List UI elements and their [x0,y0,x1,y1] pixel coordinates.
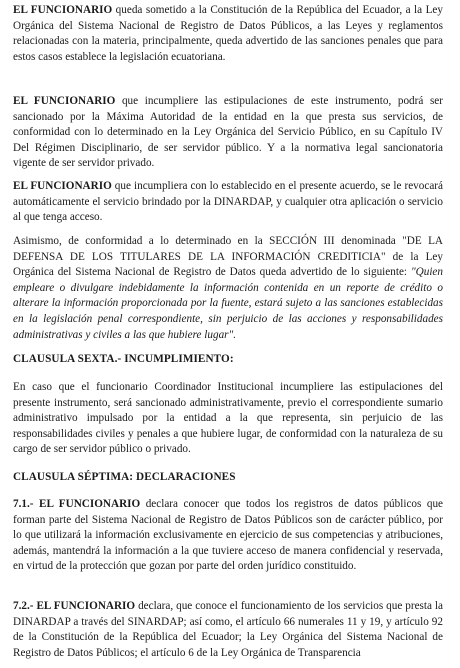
paragraph-text: que incumpliere las estipulaciones de este instrumento, podrá ser sancionado por la Máxima Autoridad de la entidad en la que presta sus servicios, de conformidad con lo determinado en la Ley Orgánica del Servicio Público, en su Capítulo IV Del Régimen Disciplinario, de ser servidor público. Y a la normativa legal sancionatoria vigente de ser servidor privado. [13,95,443,170]
heading-clausula-sexta: CLAUSULA SEXTA.- INCUMPLIMIENTO: [13,353,234,365]
paragraph-text: Asimismo, de conformidad a lo determinado en la SECCIÓN III denominada "DE LA DEFENSA DE LOS TITULARES DE LA INFORMACIÓN CREDITICIA" de la Ley Orgánica del Sistema Nacional de Registro de Datos queda advertido de lo siguiente: [13,235,443,279]
paragraph-lead: EL FUNCIONARIO [13,95,116,107]
paragraph-sometimiento [13,3,443,65]
paragraph-sancion [13,94,443,172]
heading-clausula-septima: CLAUSULA SÉPTIMA: DECLARACIONES [13,471,236,483]
paragraph-lead: EL FUNCIONARIO [13,4,113,16]
paragraph-lead: 7.1.- EL FUNCIONARIO [13,498,141,510]
paragraph-text: declara, que conoce el funcionamiento de los servicios que presta la DINARDAP a través del SINARDAP; así como, el artículo 66 numerales 11 y 19, y artículo 92 de la Constitución de la República del Ecuador; la Ley Orgánica del Sistema Nacional de Registro de Datos Públicos; el artículo 6 de la Ley Orgánica de Transparencia [13,600,444,659]
paragraph-seccion-iii [13,234,443,343]
paragraph-quote: "Quien empleare o divulgare indebidamente la información contenida en un reporte de crédito o alterare la información proporcionada por la fuente, estará sujeto a las sanciones establecidas en la legislación penal correspondiente, sin perjuicio de las acciones y responsabilidades administrativas y civiles a las que hubiere lugar". [13,266,443,341]
paragraph-revocacion [13,179,443,226]
paragraph-declaracion-7-1 [13,497,443,575]
paragraph-declaracion-7-2 [13,599,443,661]
paragraph-text: queda sometido a la Constitución de la República del Ecuador, a la Ley Orgánica del Sistema Nacional de Registro de Datos Públicos, a las Leyes y reglamentos relacionadas con la materia, principalmente, queda advertido de las sanciones penales que para estos casos establece la legislación ecuatoriana. [13,4,443,63]
paragraph-incumplimiento [13,380,443,458]
paragraph-text: que incumpliera con lo establecido en el presente acuerdo, se le revocará automáticamente el servicio brindado por la DINARDAP, y cualquier otra aplicación o servicio al que tenga acceso. [13,180,443,224]
paragraph-lead: EL FUNCIONARIO [13,180,112,192]
paragraph-text: En caso que el funcionario Coordinador Institucional incumpliere las estipulaciones del presente instrumento, será sancionado administrativamente, previo el correspondiente sumario administrativo impulsado por la entidad a la que representa, sin perjuicio de las responsabilidades civiles y penales a que hubiere lugar, de conformidad con la naturaleza de su cargo de ser servidor público o privado. [13,381,443,456]
paragraph-lead: 7.2.- EL FUNCIONARIO [13,600,136,612]
paragraph-text: declara conocer que todos los registros de datos públicos que forman parte del Sistema Nacional de Registro de Datos Públicos son de carácter público, por lo que utilizará la información exclusivamente en ejercicio de sus competencias y atribuciones, además, mantendrá la información a la que tuviere acceso de manera confidencial y reservada, en virtud de la protección que gozan por parte del orden jurídico constituido. [13,498,443,573]
